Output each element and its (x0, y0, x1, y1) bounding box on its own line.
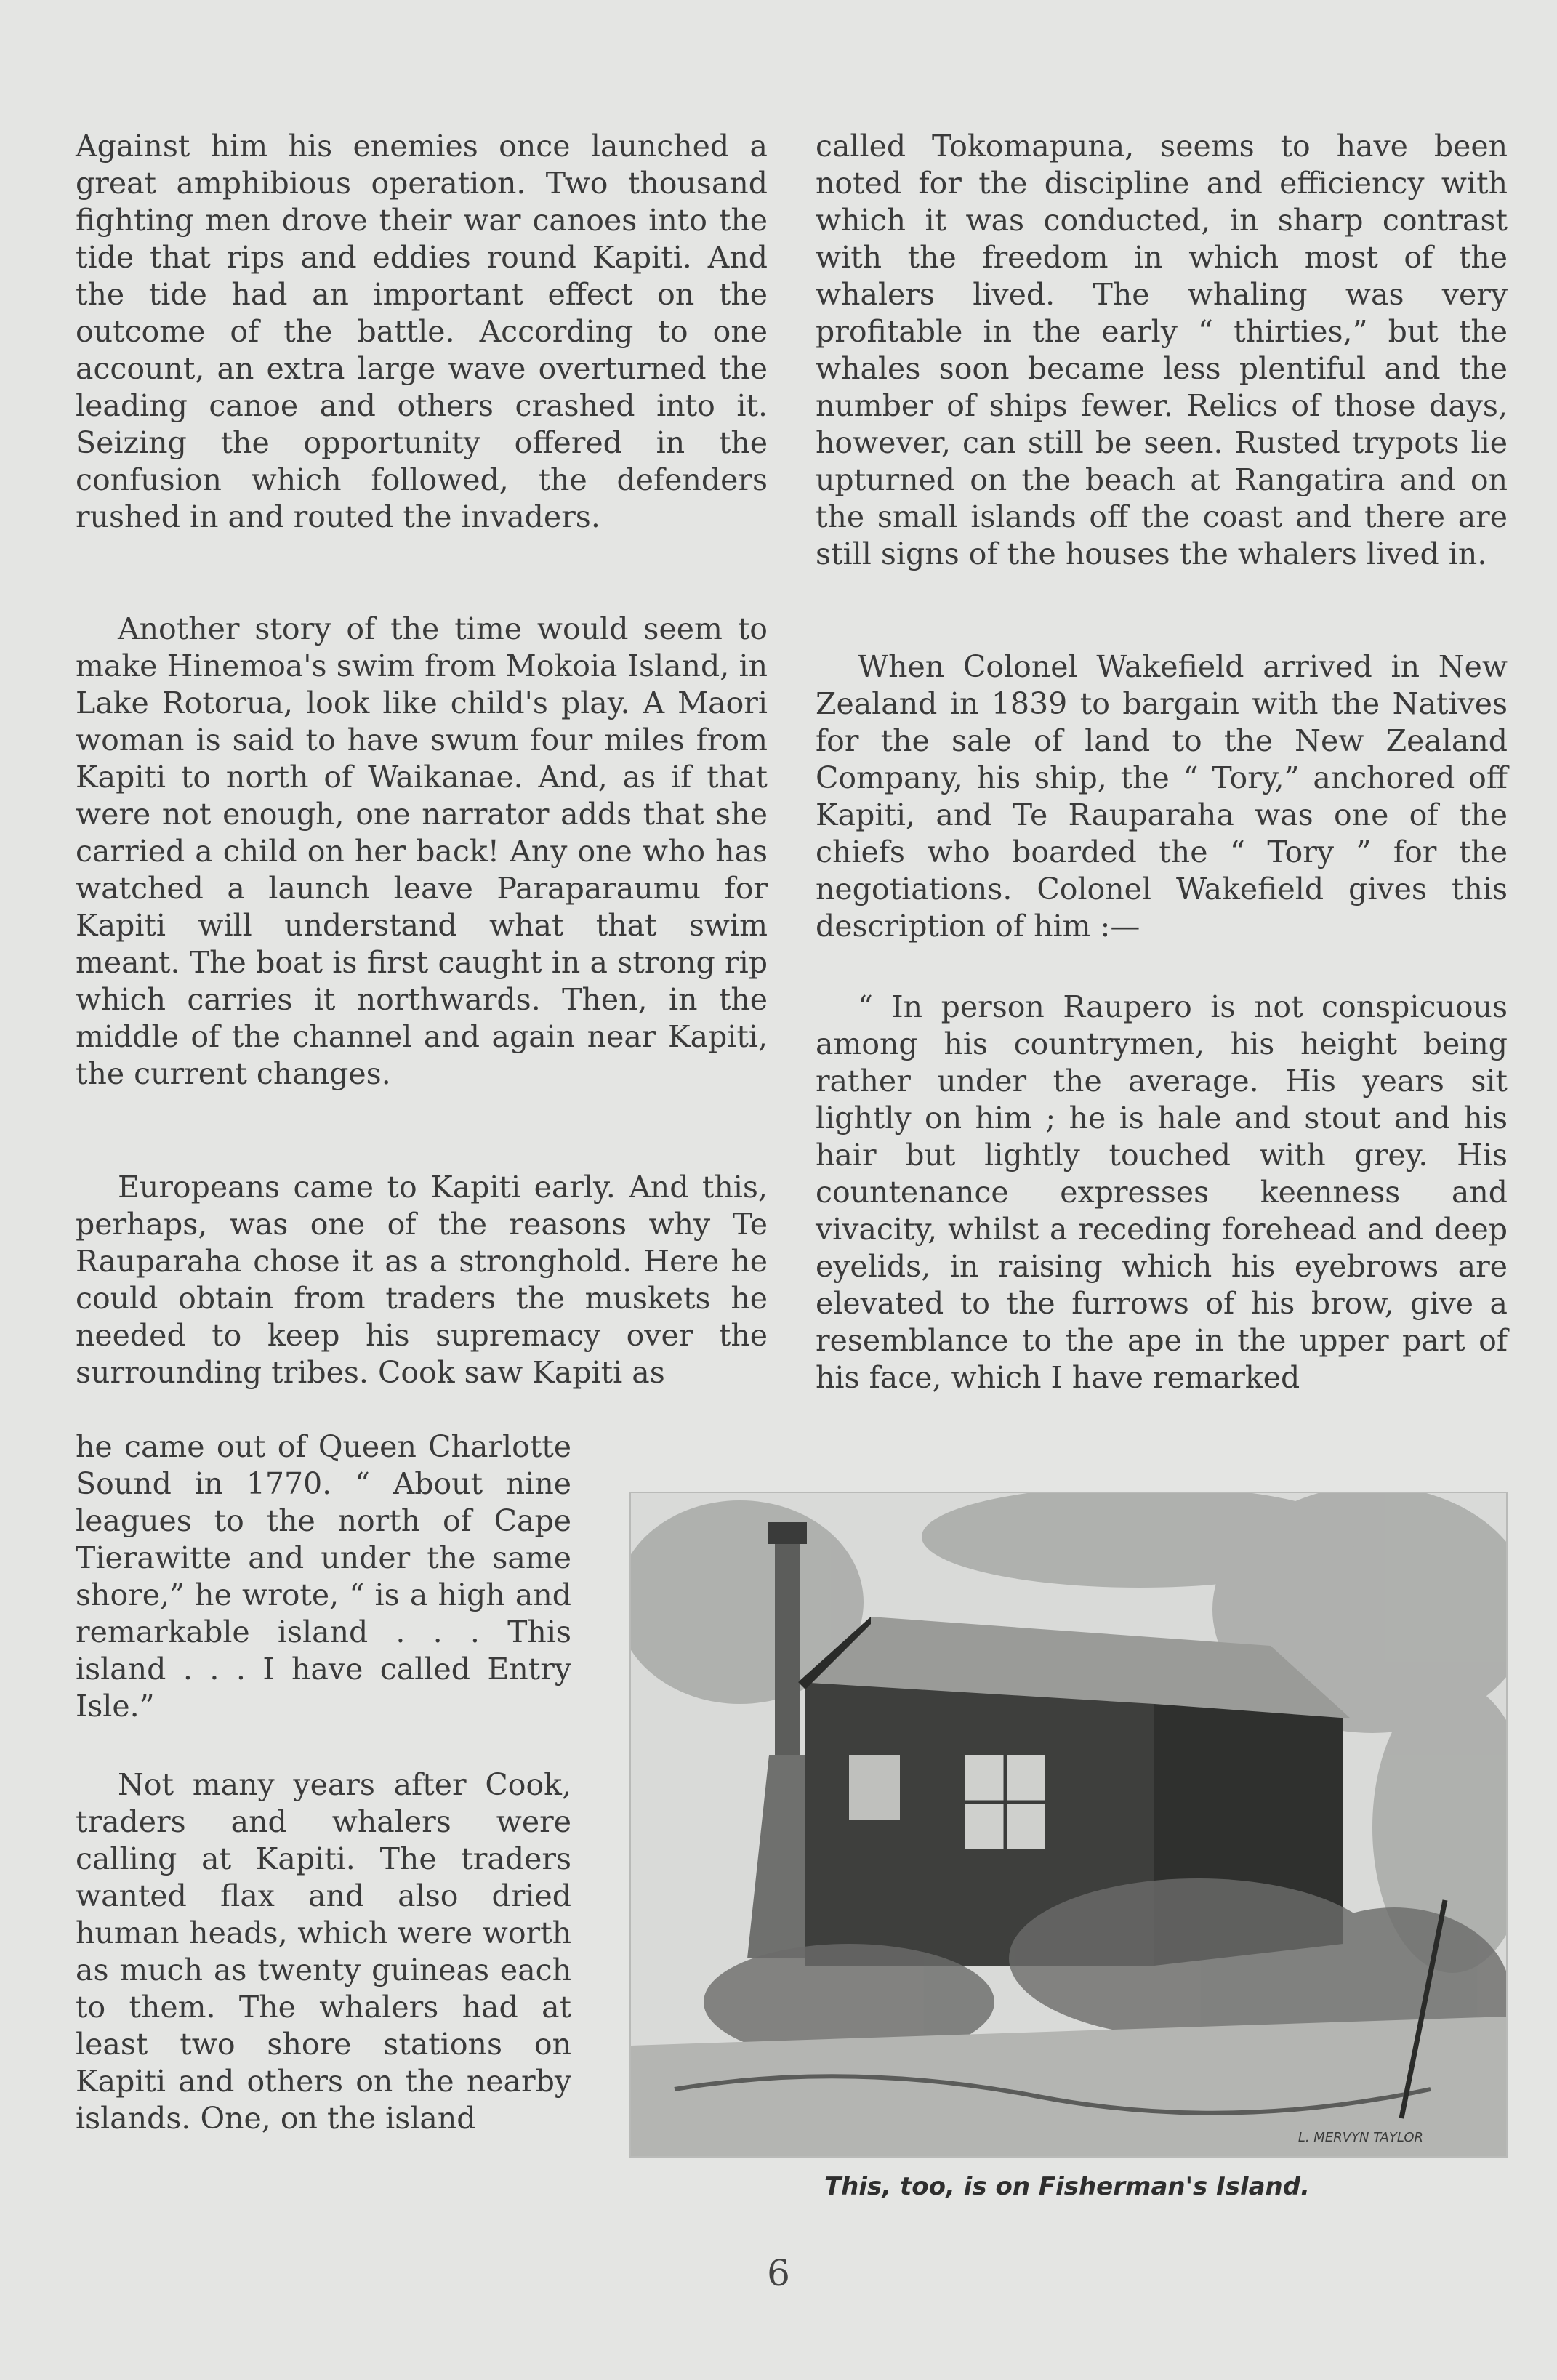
left-paragraph-3: Europeans came to Kapiti early. And this, perhaps, was one of the reasons why Te Rauparaha chose it as a stronghold. Here he could obtain from traders the muskets he needed to keep his supremacy over the surrounding tribes. Cook saw Kapiti as (76, 1170, 768, 1390)
artist-signature: L. MERVYN TAYLOR (1298, 2130, 1423, 2145)
chimney-cap (768, 1522, 807, 1544)
left-paragraph-3-continued: he came out of Queen Charlotte Sound in 1770. “ About nine leagues to the north of Cape Tierawitte and under the same shore,” he wrote, “ is a high and remarkable island . . . This island . . . I have called Entry Isle.” (76, 1429, 571, 1724)
hut-window-left (849, 1755, 900, 1820)
hut-sketch (631, 1493, 1506, 2156)
figure-caption: This, too, is on Fisherman's Island. (824, 2172, 1311, 2201)
fisherman-hut-illustration (629, 1492, 1508, 2158)
left-paragraph-1: Against him his enemies once launched a great amphibious operation. Two thousand fighting men drove their war canoes into the tide that rips and eddies round Kapiti. And the tide had an important effect on the outcome of the battle. According to one account, an extra large wave overturned the leading canoe and others crashed into it. Seizing the opportunity offered in the confusion which followed, the defenders rushed in and routed the invaders. (76, 129, 768, 534)
right-paragraph-2: When Colonel Wakefield arrived in New Zealand in 1839 to bargain with the Natives for the sale of land to the New Zealand Company, his ship, the “ Tory,” anchored off Kapiti, and Te Rauparaha was one of the chiefs who boarded the “ Tory ” for the negotiations. Colonel Wakefield gives this description of him :— (816, 649, 1508, 944)
right-paragraph-3: “ In person Raupero is not conspicuous among his countrymen, his height being rather under the average. His years sit lightly on him ; he is hale and stout and his hair but lightly touched with grey. His countenance expresses keenness and vivacity, whilst a receding forehead and deep eyelids, in raising which his eyebrows are elevated to the furrows of his brow, give a resemblance to the ape in the upper part of his face, which I have remarked (816, 989, 1508, 1395)
left-paragraph-4: Not many years after Cook, traders and whalers were calling at Kapiti. The traders wanted flax and also dried human heads, which were worth as much as twenty guineas each to them. The whalers had at least two shore stations on Kapiti and others on the nearby islands. One, on the island (76, 1767, 571, 2136)
page-number: 6 (767, 2252, 790, 2294)
left-paragraph-2: Another story of the time would seem to make Hinemoa's swim from Mokoia Island, in Lake Rotorua, look like child's play. A Maori woman is said to have swum four miles from Kapiti to north of Waikanae. And, as if that were not enough, one narrator adds that she carried a child on her back! Any one who has watched a launch leave Paraparaumu for Kapiti will understand what that swim meant. The boat is first caught in a strong rip which carries it northwards. Then, in the middle of the channel and again near Kapiti, the current changes. (76, 611, 768, 1091)
right-paragraph-1: called Tokomapuna, seems to have been noted for the discipline and efficiency with which it was conducted, in sharp contrast with the freedom in which most of the whalers lived. The whaling was very profitable in the early “ thirties,” but the whales soon became less plentiful and the number of ships fewer. Relics of those days, however, can still be seen. Rusted trypots lie upturned on the beach at Rangatira and on the small islands off the coast and there are still signs of the houses the whalers lived in. (816, 129, 1508, 571)
